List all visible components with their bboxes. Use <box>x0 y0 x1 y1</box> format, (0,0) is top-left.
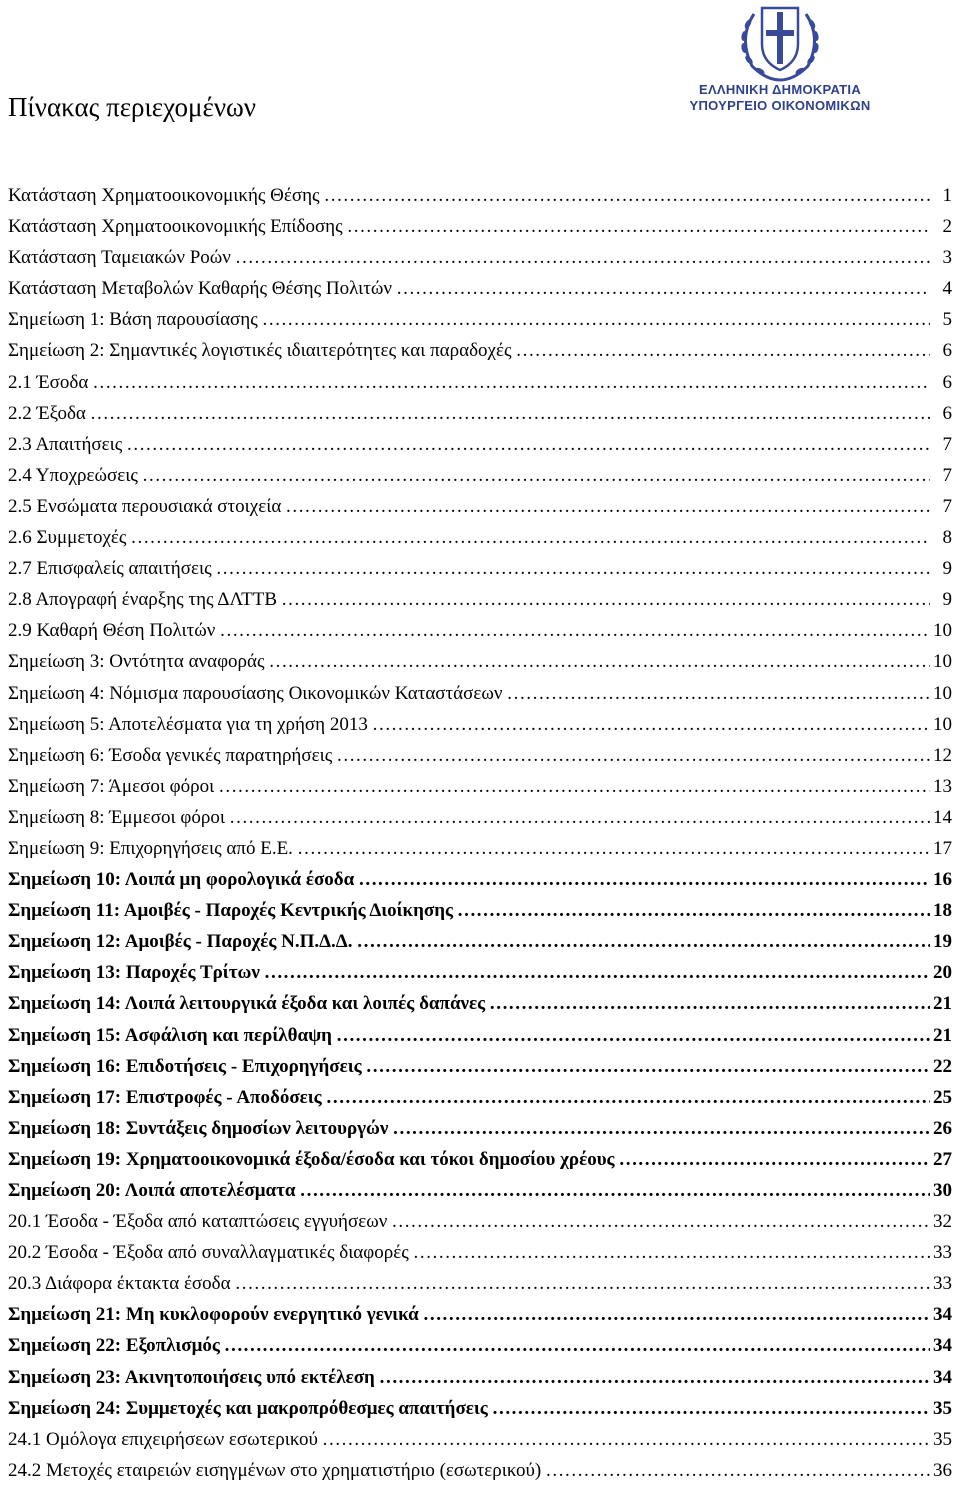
toc-entry-page: 20 <box>933 962 952 984</box>
toc-entry-title: Σημείωση 5: Αποτελέσματα για τη χρήση 2013 <box>8 713 368 735</box>
toc-entry-page: 35 <box>933 1397 952 1419</box>
toc-entry-title: Σημείωση 24: Συμμετοχές και μακροπρόθεσμες απαιτήσεις <box>8 1397 488 1419</box>
toc-leader-dots <box>293 833 930 864</box>
toc-entry-page: 10 <box>933 651 952 673</box>
toc-entry-page: 6 <box>942 402 952 424</box>
toc-leader-dots <box>511 335 930 366</box>
toc-entry[interactable] <box>8 895 952 926</box>
toc-entry-title: Σημείωση 3: Οντότητα αναφοράς <box>8 651 265 673</box>
toc-entry[interactable] <box>8 864 952 895</box>
toc-entry[interactable] <box>8 1082 952 1113</box>
toc-entry-page: 32 <box>933 1211 952 1233</box>
toc-entry-title: 2.5 Ενσώματα περουσιακά στοιχεία <box>8 495 282 517</box>
toc-leader-dots <box>88 367 930 398</box>
toc-leader-dots <box>419 1299 930 1330</box>
toc-entry[interactable] <box>8 678 952 709</box>
toc-entry[interactable] <box>8 553 952 584</box>
toc-entry-title: 2.2 Έξοδα <box>8 402 86 424</box>
toc-entry[interactable] <box>8 615 952 646</box>
toc-entry-page: 8 <box>942 527 952 549</box>
toc-leader-dots <box>281 491 930 522</box>
toc-entry[interactable] <box>8 180 952 211</box>
toc-entry-page: 25 <box>933 1086 952 1108</box>
toc-entry-page: 26 <box>933 1117 952 1139</box>
toc-entry-page: 34 <box>933 1335 952 1357</box>
toc-entry-page: 14 <box>933 806 952 828</box>
toc-entry-page: 33 <box>933 1242 952 1264</box>
toc-entry-page: 35 <box>933 1428 952 1450</box>
toc-leader-dots <box>225 802 930 833</box>
toc-leader-dots <box>126 522 930 553</box>
toc-entry[interactable] <box>8 429 952 460</box>
toc-entry-page: 9 <box>942 558 952 580</box>
toc-entry-page: 7 <box>942 464 952 486</box>
toc-entry-page: 17 <box>933 837 952 859</box>
toc-entry-page: 21 <box>933 1024 952 1046</box>
toc-entry-page: 30 <box>933 1180 952 1201</box>
toc-entry-title: Σημείωση 15: Ασφάλιση και περίλθαψη <box>8 1024 332 1046</box>
toc-entry-title: 2.9 Καθαρή Θέση Πολιτών <box>8 620 216 642</box>
toc-entry-page: 34 <box>933 1366 952 1388</box>
toc-entry-title: 2.6 Συμμετοχές <box>8 527 127 549</box>
toc-entry-title: 20.2 Έσοδα - Έξοδα από συναλλαγματικές διαφορές <box>8 1242 409 1264</box>
toc-entry[interactable] <box>8 1362 952 1393</box>
toc-leader-dots <box>258 304 930 335</box>
toc-entry-page: 6 <box>942 371 952 393</box>
toc-entry-title: Σημείωση 17: Επιστροφές - Αποδόσεις <box>8 1086 322 1108</box>
page-title: Πίνακας περιεχομένων <box>8 92 257 122</box>
ministry-logo <box>662 0 898 118</box>
coat-of-arms-icon <box>732 0 828 82</box>
toc-leader-dots <box>295 1175 930 1206</box>
toc-entry-title: Σημείωση 8: Έμμεσοι φόροι <box>8 806 225 828</box>
toc-leader-dots <box>392 273 930 304</box>
toc-entry[interactable] <box>8 1237 952 1268</box>
toc-entry[interactable] <box>8 1393 952 1424</box>
toc-leader-dots <box>265 646 930 677</box>
toc-leader-dots <box>453 895 930 926</box>
toc-entry[interactable] <box>8 1268 952 1299</box>
toc-entry-page: 10 <box>933 682 952 704</box>
toc-entry[interactable] <box>8 1175 952 1206</box>
toc-entry-title: Σημείωση 18: Συντάξεις δημοσίων λειτουργών <box>8 1117 389 1139</box>
toc-entry[interactable] <box>8 646 952 677</box>
toc-entry[interactable] <box>8 1299 952 1330</box>
toc-leader-dots <box>502 678 930 709</box>
toc-entry[interactable] <box>8 1455 952 1486</box>
logo-text-line-2: ΥΠΟΥΡΓΕΙΟ ΟΙΚΟΝΟΜΙΚΩΝ <box>689 98 871 113</box>
toc-entry-title: Σημείωση 4: Νόμισμα παρουσίασης Οικονομικών Καταστάσεων <box>8 682 503 704</box>
toc-entry-title: Κατάσταση Χρηματοοικονομικής Θέσης <box>8 185 320 206</box>
toc-entry-page: 7 <box>942 495 952 517</box>
toc-entry[interactable] <box>8 740 952 771</box>
toc-leader-dots <box>541 1455 930 1486</box>
toc-entry[interactable] <box>8 335 952 366</box>
toc-entry-title: Κατάσταση Χρηματοοικονομικής Επίδοσης <box>8 216 343 238</box>
toc-leader-dots <box>362 1051 930 1082</box>
toc-entry-title: Σημείωση 19: Χρηματοοικονομικά έξοδα/έσοδα και τόκοι δημοσίου χρέους <box>8 1148 615 1170</box>
toc-entry[interactable] <box>8 1020 952 1051</box>
toc-leader-dots <box>215 615 930 646</box>
toc-entry[interactable] <box>8 273 952 304</box>
toc-entry-page: 6 <box>942 340 952 362</box>
toc-entry-page: 5 <box>942 309 952 331</box>
toc-entry-title: Κατάσταση Ταμειακών Ροών <box>8 247 231 269</box>
toc-entry[interactable] <box>8 522 952 553</box>
toc-entry[interactable] <box>8 211 952 242</box>
toc-leader-dots <box>388 1113 930 1144</box>
toc-entry[interactable] <box>8 1206 952 1237</box>
toc-entry[interactable] <box>8 957 952 988</box>
toc-leader-dots <box>332 740 930 771</box>
toc-entry-title: Σημείωση 13: Παροχές Τρίτων <box>8 962 260 984</box>
toc-leader-dots <box>322 1082 930 1113</box>
toc-entry-title: Σημείωση 21: Μη κυκλοφορούν ενεργητικό γενικά <box>8 1304 419 1326</box>
toc-entry[interactable] <box>8 491 952 522</box>
toc-entry[interactable] <box>8 1330 952 1361</box>
toc-leader-dots <box>343 211 930 242</box>
toc-leader-dots <box>231 242 930 273</box>
toc-entry-title: Σημείωση 12: Αμοιβές - Παροχές Ν.Π.Δ.Δ. <box>8 931 353 953</box>
toc-entry-page: 2 <box>942 216 952 238</box>
toc-entry-title: 2.8 Απογραφή έναρξης της ΔΛΤΤΒ <box>8 589 278 611</box>
toc-leader-dots <box>260 957 930 988</box>
toc-leader-dots <box>318 1424 930 1455</box>
toc-leader-dots <box>220 1330 930 1361</box>
toc-entry-page: 1 <box>942 185 952 206</box>
toc-entry-page: 10 <box>933 620 952 642</box>
toc-leader-dots <box>320 180 930 211</box>
toc-leader-dots <box>122 429 930 460</box>
toc-entry[interactable] <box>8 367 952 398</box>
toc-entry-title: 2.7 Επισφαλείς απαιτήσεις <box>8 558 212 580</box>
toc-leader-dots <box>387 1206 930 1237</box>
toc-entry-page: 12 <box>933 744 952 766</box>
toc-entry-title: Σημείωση 10: Λοιπά μη φορολογικά έσοδα <box>8 869 355 891</box>
toc-entry-page: 9 <box>942 589 952 611</box>
toc-entry-title: Σημείωση 9: Επιχορηγήσεις από Ε.Ε. <box>8 837 293 859</box>
toc-entry-title: Κατάσταση Μεταβολών Καθαρής Θέσης Πολιτών <box>8 278 392 300</box>
toc-entry-title: Σημείωση 22: Εξοπλισμός <box>8 1335 220 1357</box>
toc-leader-dots <box>488 1393 930 1424</box>
toc-leader-dots <box>138 460 930 491</box>
toc-entry-page: 34 <box>933 1304 952 1326</box>
toc-entry[interactable] <box>8 988 952 1019</box>
toc-entry-page: 22 <box>933 1055 952 1077</box>
toc-entry-title: 24.1 Ομόλογα επιχειρήσεων εσωτερικού <box>8 1428 318 1450</box>
toc-entry-title: Σημείωση 7: Άμεσοι φόροι <box>8 775 215 797</box>
toc-entry[interactable] <box>8 771 952 802</box>
toc-entry-title: Σημείωση 16: Επιδοτήσεις - Επιχορηγήσεις <box>8 1055 362 1077</box>
toc-entry-page: 18 <box>933 900 952 922</box>
toc-entry-page: 3 <box>942 247 952 269</box>
toc-entry-page: 21 <box>933 993 952 1015</box>
toc-entry-title: 2.4 Υποχρεώσεις <box>8 464 138 486</box>
toc-entry-title: Σημείωση 6: Έσοδα γενικές παρατηρήσεις <box>8 744 333 766</box>
toc-leader-dots <box>212 553 930 584</box>
toc-entry[interactable] <box>8 833 952 864</box>
toc-entry-title: Σημείωση 2: Σημαντικές λογιστικές ιδιαιτερότητες και παραδοχές <box>8 340 512 362</box>
toc-entry-page: 7 <box>942 433 952 455</box>
toc-entry-title: 20.3 Διάφορα έκτακτα έσοδα <box>8 1273 231 1295</box>
toc-entry[interactable] <box>8 1424 952 1455</box>
toc-leader-dots <box>409 1237 930 1268</box>
toc-leader-dots <box>615 1144 930 1175</box>
toc-entry-page: 36 <box>933 1459 952 1481</box>
toc-leader-dots <box>354 864 930 895</box>
toc-entry[interactable] <box>8 242 952 273</box>
toc-leader-dots <box>214 771 930 802</box>
toc-entry[interactable] <box>8 460 952 491</box>
toc-entry-title: 24.2 Μετοχές εταιρειών εισηγμένων στο χρηματιστήριο (εσωτερικού) <box>8 1459 542 1481</box>
toc-leader-dots <box>368 709 930 740</box>
toc-entry-page: 13 <box>933 775 952 797</box>
toc-leader-dots <box>352 926 930 957</box>
toc-entry[interactable] <box>8 304 952 335</box>
toc-entry-page: 33 <box>933 1273 952 1295</box>
toc-entry-page: 4 <box>942 278 952 300</box>
toc-entry-title: Σημείωση 1: Βάση παρουσίασης <box>8 309 258 331</box>
toc-leader-dots <box>86 398 930 429</box>
toc-entry[interactable] <box>8 802 952 833</box>
toc-entry-title: 20.1 Έσοδα - Έξοδα από καταπτώσεις εγγυήσεων <box>8 1211 388 1233</box>
toc-entry-title: Σημείωση 23: Ακινητοποιήσεις υπό εκτέλεση <box>8 1366 375 1388</box>
toc-entry-title: 2.3 Απαιτήσεις <box>8 433 123 455</box>
toc-entry-page: 27 <box>933 1148 952 1170</box>
toc-entry[interactable] <box>8 1144 952 1175</box>
toc-leader-dots <box>332 1020 930 1051</box>
toc-entry[interactable] <box>8 709 952 740</box>
toc-entry-title: Σημείωση 14: Λοιπά λειτουργικά έξοδα και λοιπές δαπάνες <box>8 993 486 1015</box>
toc-leader-dots <box>277 584 930 615</box>
toc-entry-page: 19 <box>933 931 952 953</box>
toc-entry[interactable] <box>8 1113 952 1144</box>
toc-leader-dots <box>485 988 930 1019</box>
toc-entry-page: 16 <box>933 869 952 891</box>
logo-text-line-1: ΕΛΛΗΝΙΚΗ ΔΗΜΟΚΡΑΤΙΑ <box>698 82 862 97</box>
toc-entry-title: Σημείωση 11: Αμοιβές - Παροχές Κεντρικής Διοίκησης <box>8 900 453 922</box>
toc-entry-title: 2.1 Έσοδα <box>8 371 89 393</box>
toc-entry[interactable] <box>8 398 952 429</box>
toc-leader-dots <box>231 1268 930 1299</box>
toc-leader-dots <box>375 1362 930 1393</box>
toc-entry-title: Σημείωση 20: Λοιπά αποτελέσματα <box>8 1180 296 1201</box>
toc-entry-page: 10 <box>933 713 952 735</box>
toc-entry[interactable] <box>8 1051 952 1082</box>
toc-entry[interactable] <box>8 926 952 957</box>
table-of-contents <box>8 180 952 1486</box>
toc-entry[interactable] <box>8 584 952 615</box>
